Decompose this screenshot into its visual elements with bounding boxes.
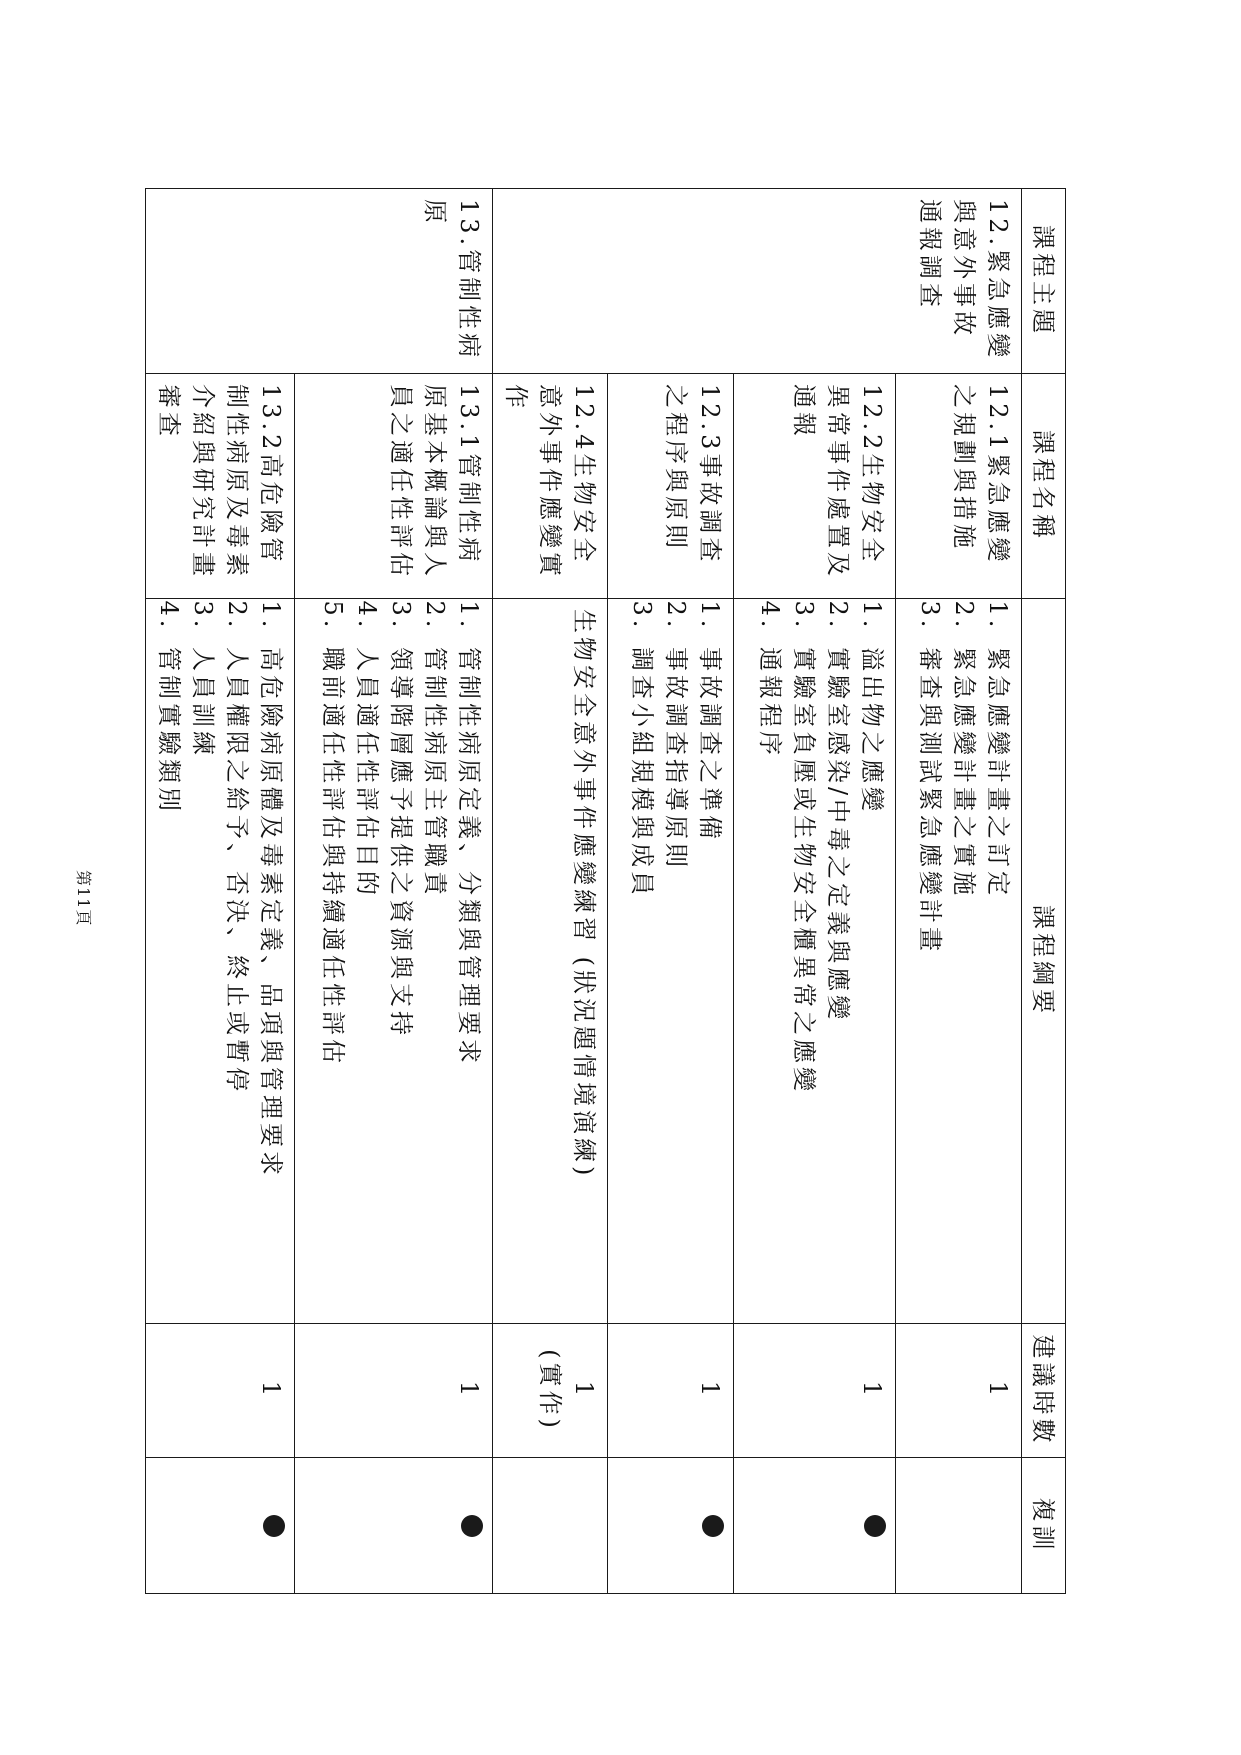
outline-cell (493, 599, 608, 1324)
course-syllabus-table (145, 188, 1066, 1594)
outline-item: 2. 事故調查指導原則 (659, 643, 693, 1313)
course-cell: 13.2高危險管制性病原及毒素介紹與研究計畫審查 (146, 374, 295, 599)
outline-item: 2. 緊急應變計畫之實施 (947, 643, 981, 1313)
outline-item: 4. 通報程序 (753, 643, 787, 1313)
refresher-cell (608, 1458, 734, 1594)
hours-cell (734, 1324, 896, 1458)
refresher-dot-icon (702, 1515, 724, 1537)
outline-cell (608, 599, 734, 1324)
header-topic: 課程主題 (1022, 189, 1066, 374)
outline-cell (146, 599, 295, 1324)
refresher-dot-icon (461, 1515, 483, 1537)
hours-cell (146, 1324, 295, 1458)
outline-item: 3. 領導階層應予提供之資源與支持 (384, 643, 418, 1313)
outline-list (625, 609, 727, 1313)
outline-item: 5. 職前適任性評估與持續適任性評估 (316, 643, 350, 1313)
outline-cell (896, 599, 1022, 1324)
topic-cell: 13.管制性病原 (146, 189, 493, 374)
refresher-cell (493, 1458, 608, 1594)
refresher-dot-icon (864, 1515, 886, 1537)
outline-cell (295, 599, 493, 1324)
outline-item: 1. 事故調查之準備 (693, 643, 727, 1313)
outline-item: 4. 管制實驗類別 (152, 643, 186, 1313)
outline-item: 1. 溢出物之應變 (855, 643, 889, 1313)
refresher-cell (896, 1458, 1022, 1594)
refresher-cell (734, 1458, 896, 1594)
outline-item: 3. 實驗室負壓或生物安全櫃異常之應變 (787, 643, 821, 1313)
table-row (146, 189, 295, 1594)
hours-value: 1 (984, 1380, 1012, 1401)
course-cell: 12.3事故調查之程序與原則 (608, 374, 734, 599)
course-cell: 12.2生物安全異常事件處置及通報 (734, 374, 896, 599)
outline-item: 1. 緊急應變計畫之訂定 (981, 643, 1015, 1313)
header-row (1022, 189, 1066, 1594)
refresher-cell (146, 1458, 295, 1594)
outline-list (152, 609, 288, 1313)
outline-text: 生物安全意外事件應變練習 (狀況題情境演練) (570, 609, 598, 1180)
header-course: 課程名稱 (1022, 374, 1066, 599)
course-cell: 12.4生物安全意外事件應變實作 (493, 374, 608, 599)
outline-item: 4. 人員適任性評估目的 (350, 643, 384, 1313)
table-row (734, 189, 896, 1594)
header-refresher: 複訓 (1022, 1458, 1066, 1594)
outline-item: 3. 人員訓練 (186, 643, 220, 1313)
hours-value: 1 (858, 1380, 886, 1401)
outline-item: 1. 高危險病原體及毒素定義、品項與管理要求 (254, 643, 288, 1313)
outline-item: 3. 調查小組規模與成員 (625, 643, 659, 1313)
header-outline: 課程綱要 (1022, 599, 1066, 1324)
outline-list (316, 609, 486, 1313)
hours-cell (896, 1324, 1022, 1458)
header-hours: 建議時數 (1022, 1324, 1066, 1458)
refresher-dot-icon (263, 1515, 285, 1537)
table-row (896, 189, 1022, 1594)
hours-value: 1 (570, 1380, 598, 1401)
outline-item: 3. 審查與測試緊急應變計畫 (913, 643, 947, 1313)
outline-item: 1. 管制性病原定義、分類與管理要求 (452, 643, 486, 1313)
rotated-page-content (155, 188, 1066, 1593)
outline-item: 2. 實驗室感染/中毒之定義與應變 (821, 643, 855, 1313)
hours-value: 1 (257, 1380, 285, 1401)
hours-cell (608, 1324, 734, 1458)
outline-list (913, 609, 1015, 1313)
outline-item: 2. 管制性病原主管職責 (418, 643, 452, 1313)
table-row (493, 189, 608, 1594)
course-cell: 13.1管制性病原基本概論與人員之適任性評估 (295, 374, 493, 599)
outline-item: 2. 人員權限之給予、否決、終止或暫停 (220, 643, 254, 1313)
hours-cell (493, 1324, 608, 1458)
page-number: 第11頁 (74, 870, 93, 927)
refresher-cell (295, 1458, 493, 1594)
hours-note: (實作) (536, 1349, 564, 1432)
course-cell: 12.1緊急應變之規劃與措施 (896, 374, 1022, 599)
table-row (608, 189, 734, 1594)
outline-list (753, 609, 889, 1313)
topic-cell: 12.緊急應變與意外事故通報調查 (493, 189, 1022, 374)
hours-value: 1 (696, 1380, 724, 1401)
hours-value: 1 (455, 1380, 483, 1401)
outline-cell (734, 599, 896, 1324)
table-row (295, 189, 493, 1594)
hours-cell (295, 1324, 493, 1458)
